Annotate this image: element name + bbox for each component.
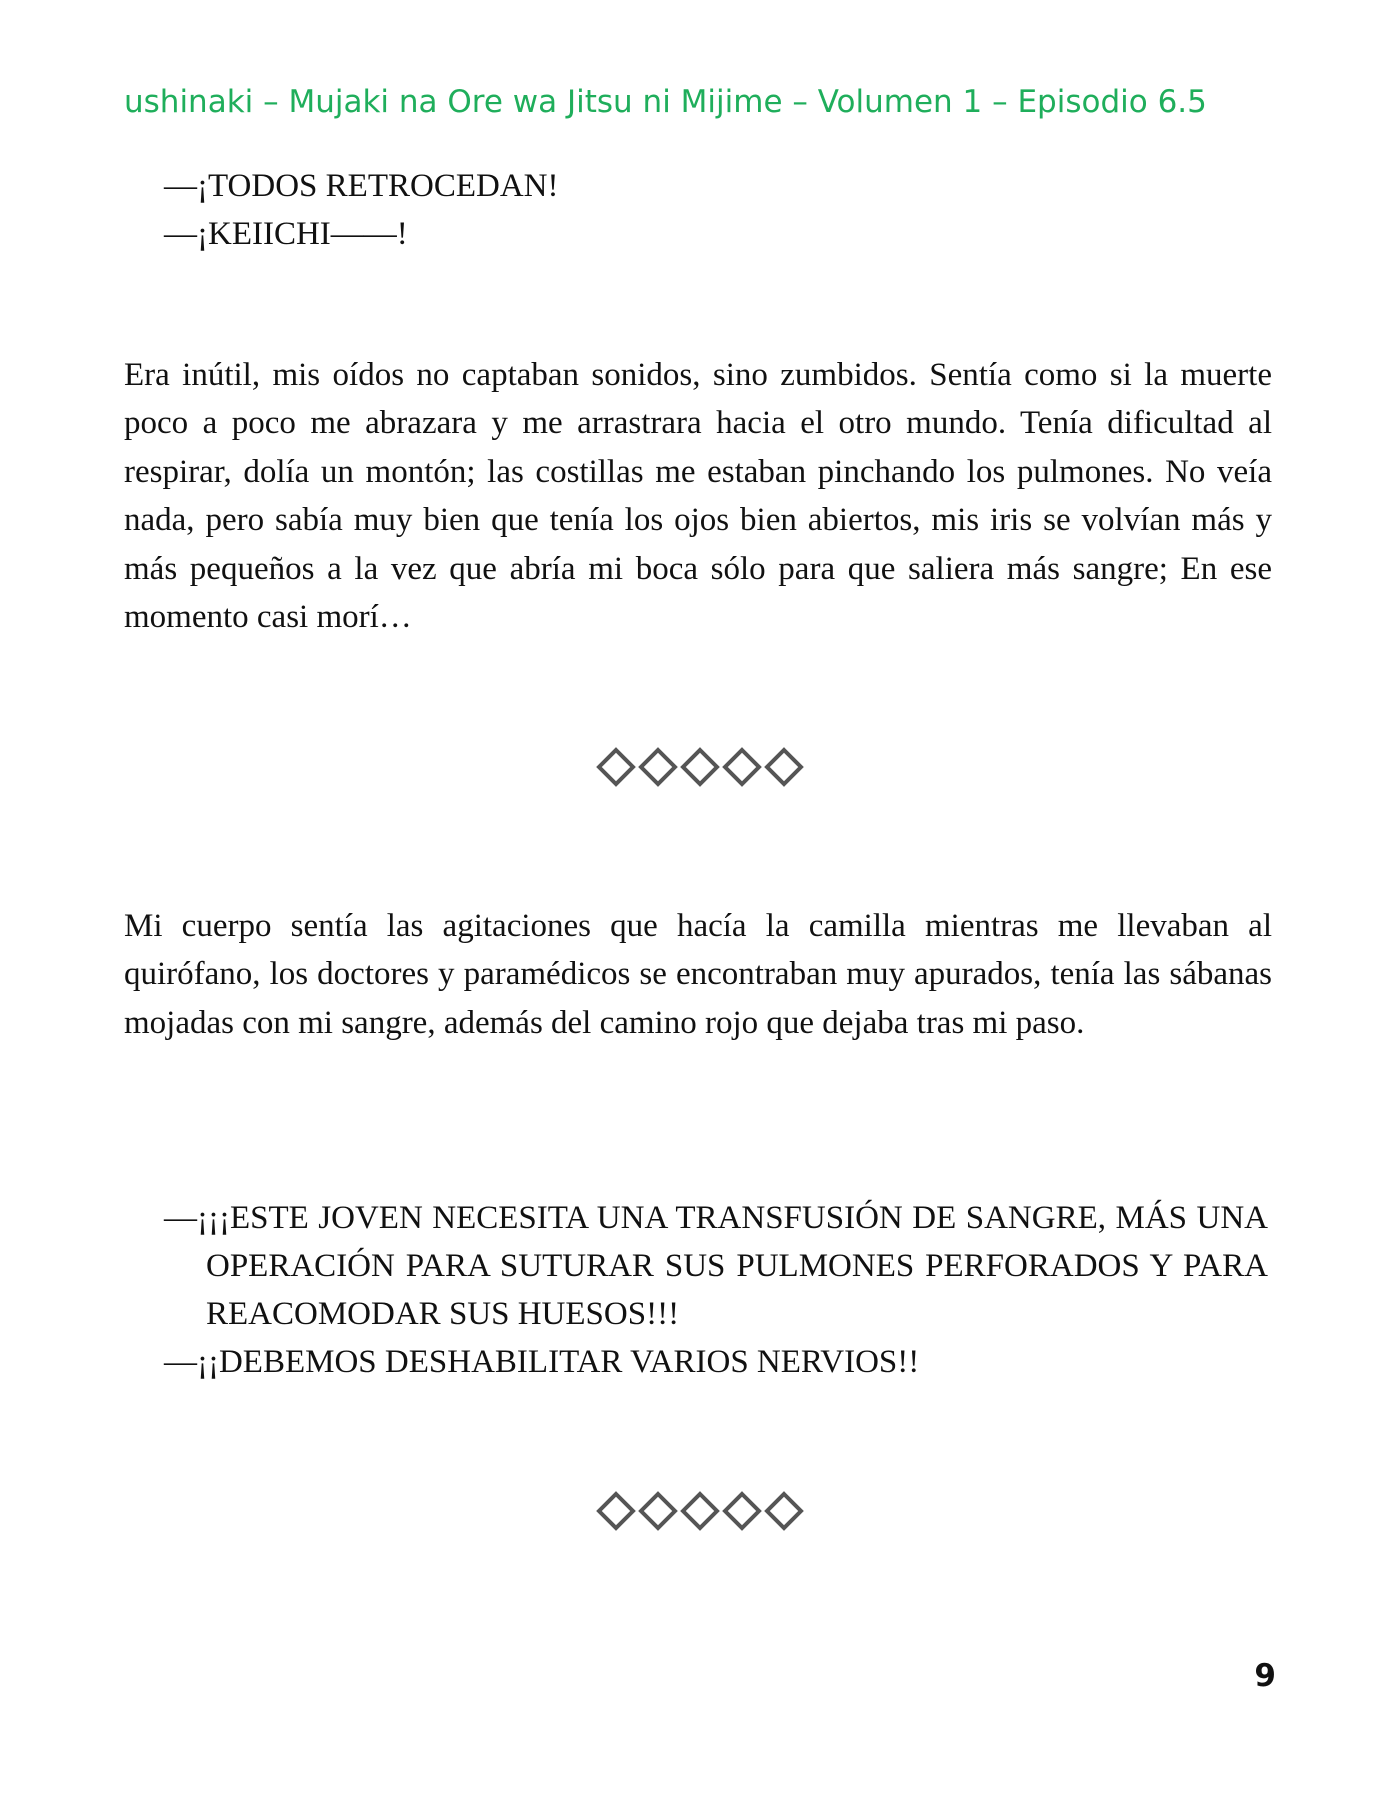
diamond-outline-icon: [764, 1491, 804, 1531]
dialogue-block-2: [164, 1194, 1268, 1386]
diamond-outline-icon: [680, 1491, 720, 1531]
diamond-outline-icon: [764, 747, 804, 787]
dialogue-line: —¡¡¡ESTE JOVEN NECESITA UNA TRANSFUSIÓN DE SANGRE, MÁS UNA OPERACIÓN PARA SUTURAR SUS PULMONES PERFORADOS Y PARA REACOMODAR SUS HUESOS!!!: [164, 1200, 1268, 1332]
dialogue-line: —¡TODOS RETROCEDAN!: [164, 168, 559, 204]
diamond-outline-icon: [722, 1491, 762, 1531]
dialogue-block-1: [164, 162, 1268, 258]
scene-divider: [590, 1486, 810, 1536]
page-number: 9: [1254, 1658, 1276, 1694]
page-header-title: ushinaki – Mujaki na Ore wa Jitsu ni Mijime – Volumen 1 – Episodio 6.5: [124, 84, 1207, 120]
diamond-outline-icon: [596, 1491, 636, 1531]
diamond-outline-icon: [638, 747, 678, 787]
diamond-outline-icon: [638, 1491, 678, 1531]
paragraph: Era inútil, mis oídos no captaban sonidos, sino zumbidos. Sentía como si la muerte poco a poco me abrazara y me arrastrara hacia el otro mundo. Tenía dificultad al respirar, dolía un montón; las costillas me estaban pinchando los pulmones. No veía nada, pero sabía muy bien que tenía los ojos bien abiertos, mis iris se volvían más y más pequeños a la vez que abría mi boca sólo para que saliera más sangre; En ese momento casi morí…: [124, 357, 1272, 636]
diamond-outline-icon: [722, 747, 762, 787]
diamond-outline-icon: [680, 747, 720, 787]
diamond-outline-icon: [596, 747, 636, 787]
paragraph: Mi cuerpo sentía las agitaciones que hacía la camilla mientras me llevaban al quirófano, los doctores y paramédicos se encontraban muy apurados, tenía las sábanas mojadas con mi sangre, además del camino rojo que dejaba tras mi paso.: [124, 908, 1272, 1041]
dialogue-line: —¡¡DEBEMOS DESHABILITAR VARIOS NERVIOS!!: [164, 1344, 920, 1380]
scene-divider: [590, 742, 810, 792]
dialogue-line: —¡KEIICHI——!: [164, 216, 408, 252]
